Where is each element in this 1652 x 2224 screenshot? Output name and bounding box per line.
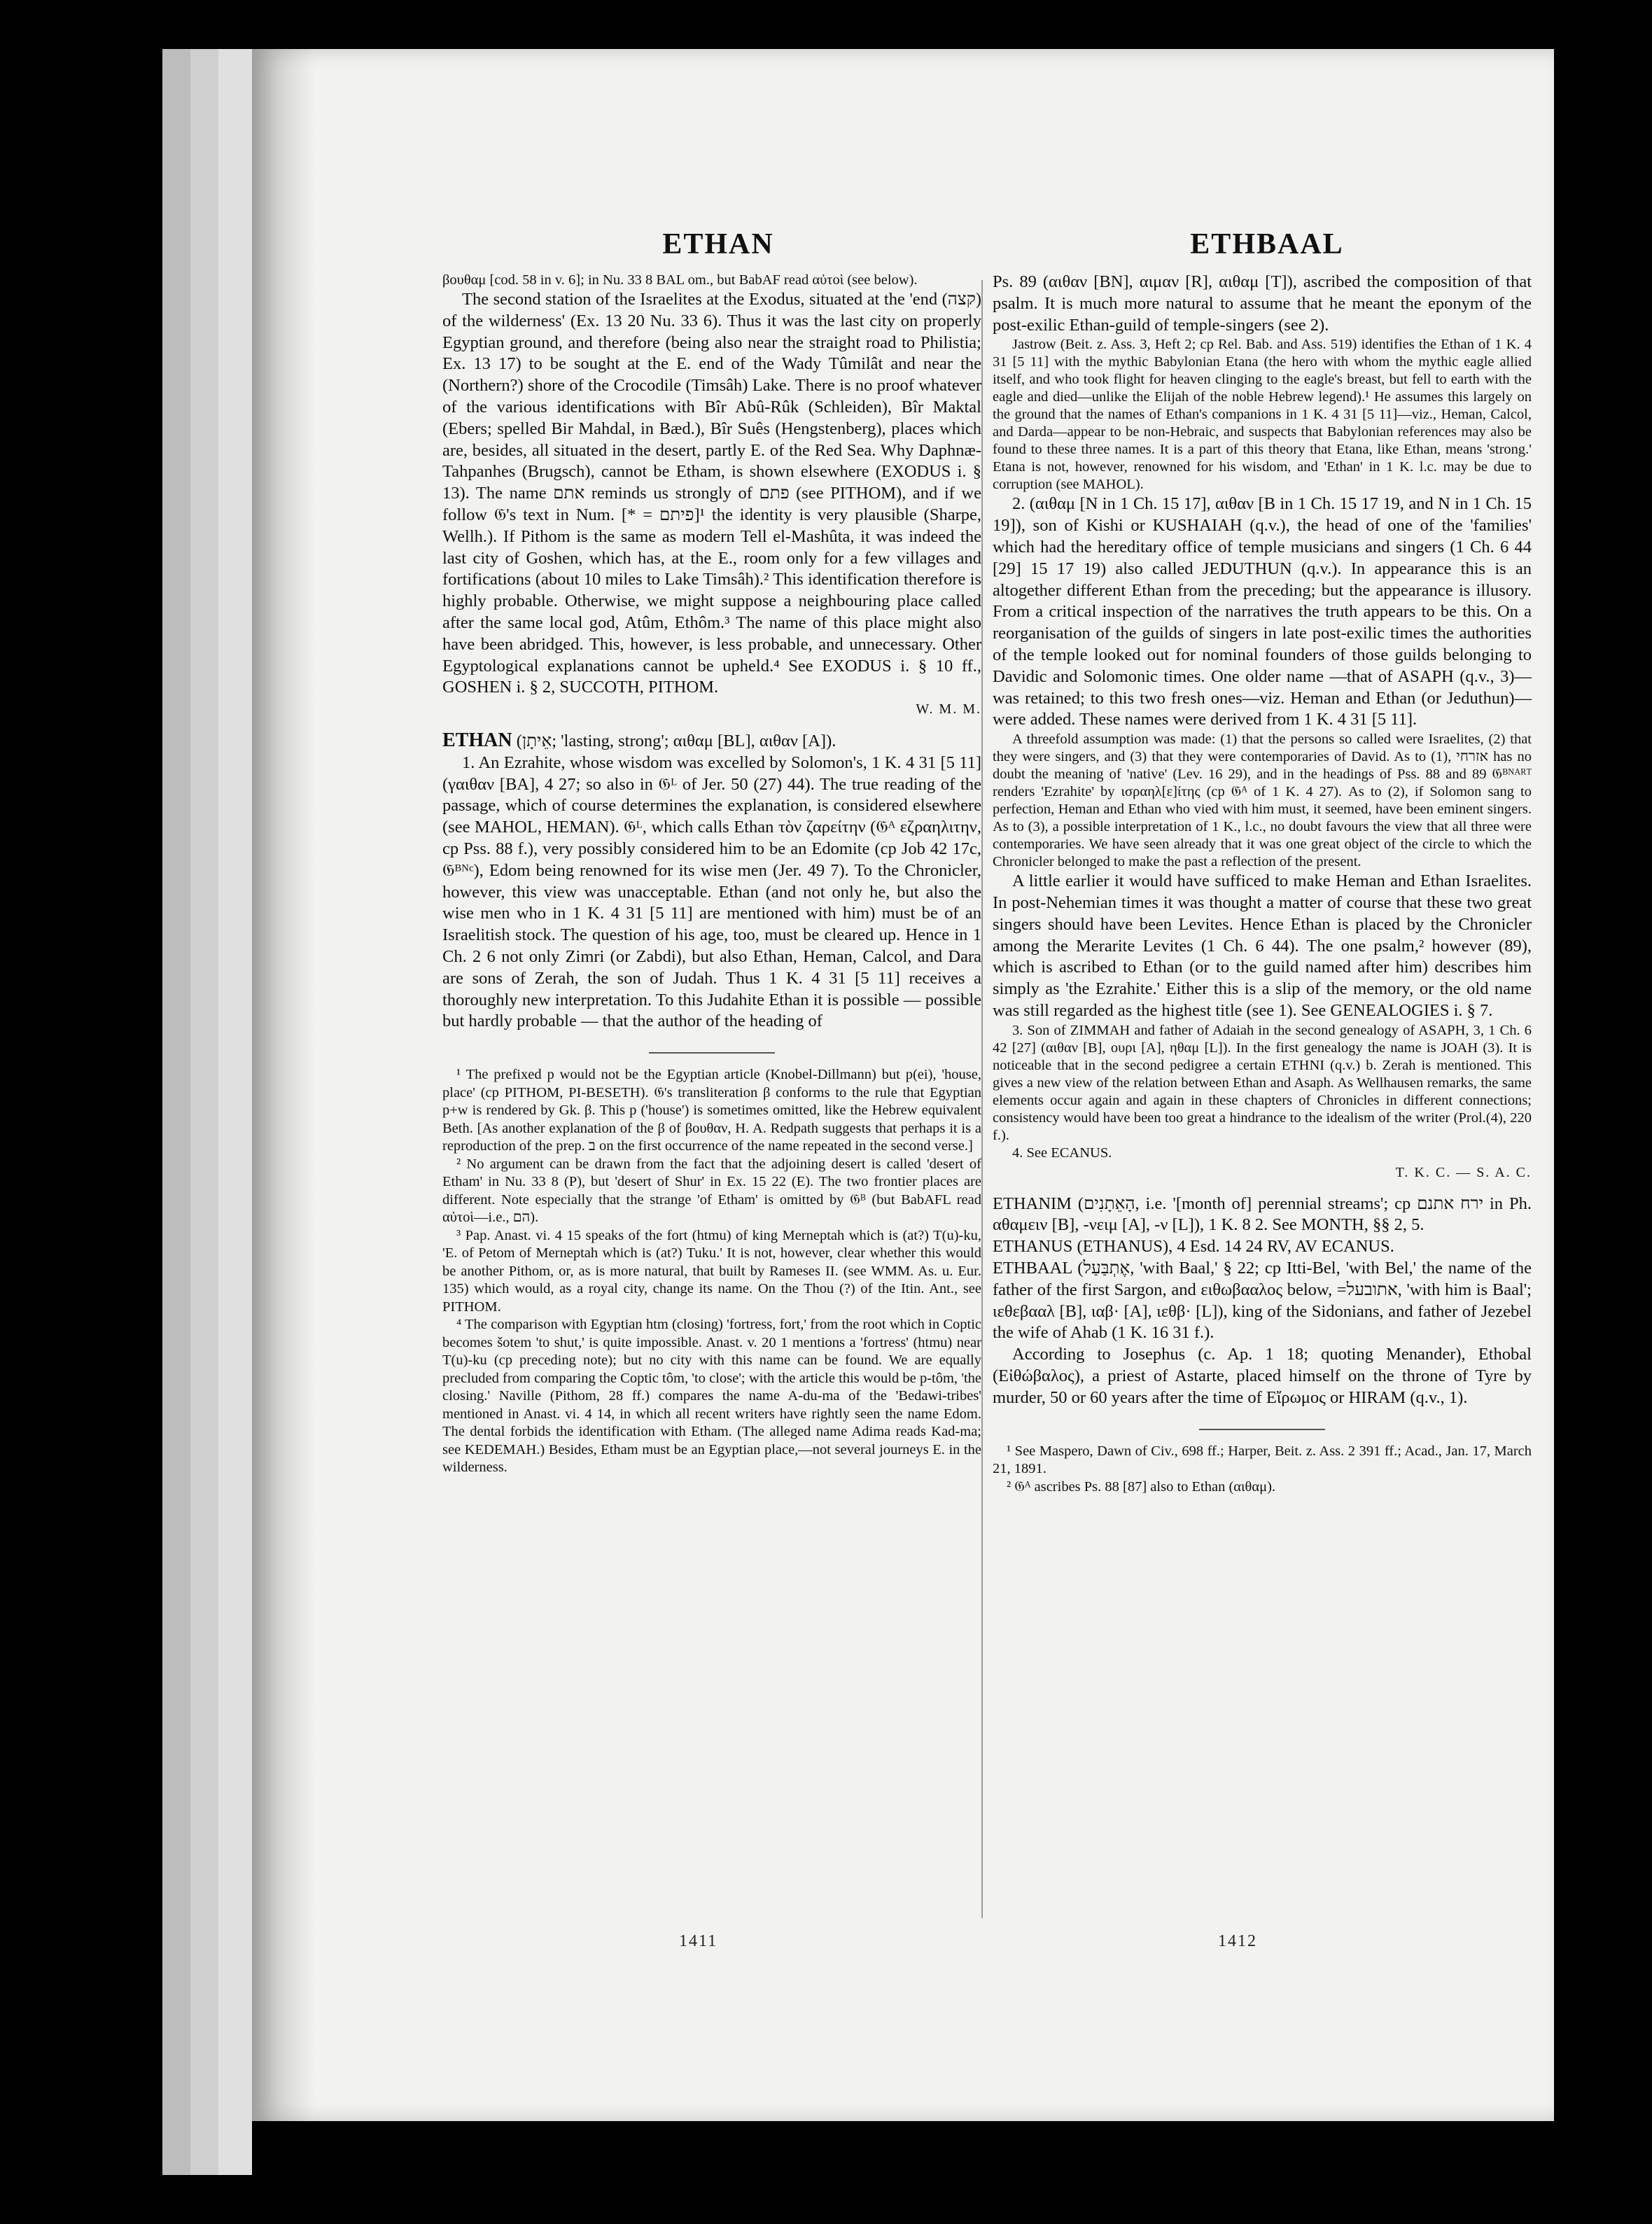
threefold-assumption-note: A threefold assumption was made: (1) that the persons so called were Israelites, (2) that they were singers, and (3) that they were contemporaries of David. As to (1), אזרחי has no doubt the meaning of 'native' (Lev. 16 29), and in the headings of Pss. 88 and 89 𝔊ᴮᴺᴬᴿᵀ renders 'Ezrahite' by ισραηλ[ε]ίτης (cp 𝔊ᴬ of 1 K. 4 27). As to (2), if Solomon sang to perfection, Heman and Ethan who vied with him must, it seemed, have been eminent singers. As to (3), a possible interpretation of 1 K., l.c., no doubt favours the view that all three were contemporaries. We have seen already that it was one great object of the circle to which the Chronicler belonged to make the past a reflection of the present. <box>993 732 1532 870</box>
ethan-etymology: (אֵיתָן; 'lasting, strong'; αιθαμ [BL], αιθαν [A]). <box>516 731 836 750</box>
footnote-rule-right <box>1199 1429 1325 1430</box>
ethbaal-paragraph-2: According to Josephus (c. Ap. 1 18; quoting Menander), Ethobal (Εἰθώβαλος), a priest of Astarte, placed himself on the throne of Tyre by murder, 50 or 60 years after the time of Εἴρωμος or HIRAM (q.v., 1). <box>993 1345 1532 1407</box>
footnote-left-1: ¹ The prefixed p would not be the Egyptian article (Knobel-Dillmann) but p(ei), 'house, place' (cp PITHOM, PI-BESETH). 𝔊's transliteration β conforms to the rule that Egyptian p+w is rendered by Gk. β. This p ('house') is sometimes omitted, like the Hebrew equivalent Beth. [As another explanation of the β of βουθαν, H. A. Redpath suggests that perhaps it is a reproduction of the prep. ב on the first occurrence of the name repeated in the second verse.] <box>442 1067 981 1154</box>
ethan-see-ecanus: 4. See ECANUS. <box>1012 1145 1112 1161</box>
footnote-left-2: ² No argument can be drawn from the fact that the adjoining desert is called 'desert of Etham' in Nu. 33 8 (P), but 'desert of Shur' in Ex. 15 22 (E). The two frontier places are different. Note especially that the strange 'of Etham' is omitted by 𝔊ᴮ (but BabAFL read αὐτοὶ—i.e., הם). <box>442 1156 981 1226</box>
etham-intro: βουθαμ [cod. 58 in v. 6]; in Nu. 33 8 BAL om., but BabAF read αὐτοὶ (see below). <box>442 272 918 288</box>
ethan-paragraph-2: 2. (αιθαμ [N in 1 Ch. 15 17], αιθαν [B in 1 Ch. 15 17 19, and N in 1 Ch. 15 19]), son of Kishi or KUSHAIAH (q.v.), the head of one of the 'families' which had the hereditary office of temple musicians and singers (1 Ch. 6 44 [29] 15 17 19) also called JEDUTHUN (q.v.). In appearance this is an altogether different Ethan from the preceding; but the appearance is illusory. From a critical inspection of the narratives the truth appears to be this. On a reorganisation of the guilds of singers in late post-exilic times the authorities of the temple looked out for nominal founders of those guilds belonging to Davidic and Solomonic times. One older name —that of ASAPH (q.v., 3)—was retained; to this two fresh ones—viz. Heman and Ethan (or Jeduthun)—were added. These names were derived from 1 K. 4 31 [5 11]. <box>993 494 1532 729</box>
right-column <box>993 272 1532 1496</box>
spine-shadow <box>252 49 315 2121</box>
footnote-right-1: ¹ See Maspero, Dawn of Civ., 698 ff.; Harper, Beit. z. Ass. 2 391 ff.; Acad., Jan. 17, March 21, 1891. <box>993 1443 1532 1476</box>
book-edge-middle <box>190 49 218 2175</box>
running-head-left: ETHAN <box>662 228 774 260</box>
ethan-paragraph-1: 1. An Ezrahite, whose wisdom was excelled by Solomon's, 1 K. 4 31 [5 11] (γαιθαν [BA], 4 27; so also in 𝔊ᴸ of Jer. 50 (27) 44). The true reading of the passage, which of course determines the explanation, is considered elsewhere (see MAHOL, HEMAN). 𝔊ᴸ, which calls Ethan τὸν ζαρείτην (𝔊ᴬ εζραηλιτην, cp Pss. 88 f.), very possibly considered him to be an Edomite (cp Job 42 17c, 𝔊ᴮᴺᶜ), Edom being renowned for its wise men (Jer. 49 7). To the Chronicler, however, this view was unacceptable. Ethan (and not only he, but also the wise men who in 1 K. 4 31 [5 11] are mentioned with him) must be of an Israelitish stock. The question of his age, too, must be cleared up. Hence in 1 Ch. 2 6 not only Zimri (or Zabdi), but also Ethan, Heman, Calcol, and Dara are sons of Zerah, the son of Judah. Thus 1 K. 4 31 [5 11] receives a thoroughly new interpretation. To this Judahite Ethan it is possible — possible but hardly probable — that the author of the heading of <box>442 753 981 1031</box>
signature-wmm: W. M. M. <box>916 701 981 718</box>
book-edge-inner <box>218 49 252 2175</box>
ethan-paragraph-4: 3. Son of ZIMMAH and father of Adaiah in the second genealogy of ASAPH, 3, 1 Ch. 6 42 [27] (αιθαν [B], ουρι [A], ηθαμ [L]). In the first genealogy the name is JOAH (3). It is noticeable that in the second pedigree a certain ETHNI (q.v.) b. Zerah is mentioned. This gives a new view of the relation between Ethan and Asaph. As Wellhausen remarks, the same elements occur again and again in these chapters of Chronicles in different connections; consistency would have been too great a hindrance to the idealism of the writer (Prol.(4), 220 f.). <box>993 1022 1532 1143</box>
footnote-left-4: ⁴ The comparison with Egyptian htm (closing) 'fortress, fort,' from the root which in Coptic becomes šotem 'to shut,' is quite impossible. Anast. v. 20 1 mentions a 'fortress' (htmu) near T(u)-ku (cp preceding note); but no city with this name can be found. We are equally precluded from comparing the Coptic tôm, 'to close'; with the article this would be p-tôm, 'the closing.' Naville (Pithom, 28 ff.) compares the name A-du-ma of the 'Bedawi-tribes' mentioned in Anast. vi. 4 14, in which all recent writers have rightly seen the name Edom. The dental forbids the identification with Etham. (The alleged name Adima reads Kad-ma; see KEDEMAH.) Besides, Etham must be an Egyptian place,—not several journeys E. in the wilderness. <box>442 1317 981 1476</box>
ethan-ps89-paragraph: Ps. 89 (αιθαν [BN], αιμαν [R], αιθαμ [T]), ascribed the composition of that psalm. It is much more natural to assume that he meant the eponym of the post-exilic Ethan-guild of temple-singers (see 2). <box>993 272 1532 335</box>
running-head-right: ETHBAAL <box>1190 228 1344 260</box>
footnote-rule-left <box>649 1052 775 1054</box>
footnote-right-2: ² 𝔊ᴬ ascribes Ps. 88 [87] also to Ethan (αιθαμ). <box>1007 1478 1276 1495</box>
left-column <box>442 272 981 1477</box>
ethan-paragraph-3: A little earlier it would have sufficed to make Heman and Ethan Israelites. In post-Nehemian times it was thought a matter of course that these two great singers should have been Levites. Hence Ethan is placed by the Chronicler among the Merarite Levites (1 Ch. 6 44). The one psalm,² however (89), which is ascribed to Ethan (or to the guild named after him) describes him simply as 'the Ezrahite.' Either this is a slip of the memory, or the old name was still regarded as the highest title (see 1). See GENEALOGIES i. § 7. <box>993 872 1532 1020</box>
column-divider <box>981 280 983 1918</box>
entry-ethanus: ETHANUS (ETHANUS), 4 Esd. 14 24 RV, AV ECANUS. <box>993 1237 1394 1257</box>
jastrow-note: Jastrow (Beit. z. Ass. 3, Heft 2; cp Rel. Bab. and Ass. 519) identifies the Ethan of 1 K. 4 31 [5 11] with the mythic Babylonian Etana (the hero with whom the mythic eagle allied itself, and who took flight for heaven clinging to the eagle's breast, but fell to earth with the eagle and died—unlike the Elijah of the noble Hebrew legend).¹ He assumes this largely on the ground that the names of Ethan's companions in 1 K. 4 31 [5 11]—viz., Heman, Calcol, and Darda—appear to be non-Hebraic, and suspects that Babylonian references may also be found to these three names. It is a part of this theory that Etana, like Ethan, means 'strong.' Etana is not, however, renowned for his wisdom, and 'Ethan' in 1 K. l.c. may be due to corruption (see MAHOL). <box>993 337 1532 493</box>
entry-ethanim: ETHANIM (הָאֵתָנִים, i.e. '[month of] perennial streams'; cp ירח אתנם in Ph. αθαμειν [B], -νειμ [A], -ν [L]), 1 K. 8 2. See MONTH, §§ 2, 5. <box>993 1194 1532 1235</box>
page-number-right: 1412 <box>1218 1932 1257 1950</box>
footnote-left-3: ³ Pap. Anast. vi. 4 15 speaks of the fort (htmu) of king Merneptah which is (at?) T(u)-ku, 'E. of Petom of Merneptah which is (at?) Tuku.' It is not, however, clear whether this would be another Pithom, or, as is more natural, that built by Rameses II. (see WMM. As. u. Eur. 135) which would, as a royal city, change its name. On the Thou (?) of the Itin. Ant., see PITHOM. <box>442 1227 981 1315</box>
headword-ethan: ETHAN <box>442 729 512 751</box>
page-number-left: 1411 <box>679 1932 718 1950</box>
signature-tkc-sac: T. K. C. — S. A. C. <box>1395 1164 1532 1180</box>
book-edge-outer <box>162 49 190 2175</box>
entry-ethbaal: ETHBAAL (אֶתְבַּעַל, 'with Baal,' § 22; cp Itti-Bel, 'with Bel,' the name of the father of the first Sargon, and ειθωβααλος below, =אתובעל, 'with him is Baal'; ιεθεβααλ [B], ιαβ· [A], ιεθβ· [L]), king of the Sidonians, and father of Jezebel the wife of Ahab (1 K. 16 31 f.). <box>993 1258 1532 1343</box>
etham-paragraph: The second station of the Israelites at the Exodus, situated at the 'end (קצה) of the wilderness' (Ex. 13 20 Nu. 33 6). Thus it was the last city on properly Egyptian ground, and therefore (being also near the straight road to Philistia; Ex. 13 17) to be sought at the E. end of the Wady Tûmilât and near the (Northern?) shore of the Crocodile (Timsâh) Lake. There is no proof whatever of the various identifications with Bîr Abû-Rûk (Schleiden), Bîr Maktal (Ebers; spelled Bir Mahdal, in Bæd.), Bîr Suês (Hengstenberg), places which are, besides, all situated in the desert, partly E. of the Red Sea. Why Daphnæ-Tahpanhes (Brugsch), cannot be Etham, is shown elsewhere (EXODUS i. § 13). The name אתם reminds us strongly of פתם (see PITHOM), and if we follow 𝔊's text in Num. [* = פיתם]¹ the identity is very plausible (Sharpe, Wellh.). If Pithom is the same as modern Tell el-Mashûta, it was indeed the last city of Goshen, which has, at the E., room only for a few villages and fortifications (about 10 miles to Lake Timsâh).² This identification therefore is highly probable. Otherwise, we might suppose a neighbouring place called after the same local god, Atûm, Ethôm.³ The name of this place might also have been abridged. This, however, is less probable, and unnecessary. Other Egyptological explanations cannot be upheld.⁴ See EXODUS i. § 10 ff., GOSHEN i. § 2, SUCCOTH, PITHOM. <box>442 290 981 697</box>
